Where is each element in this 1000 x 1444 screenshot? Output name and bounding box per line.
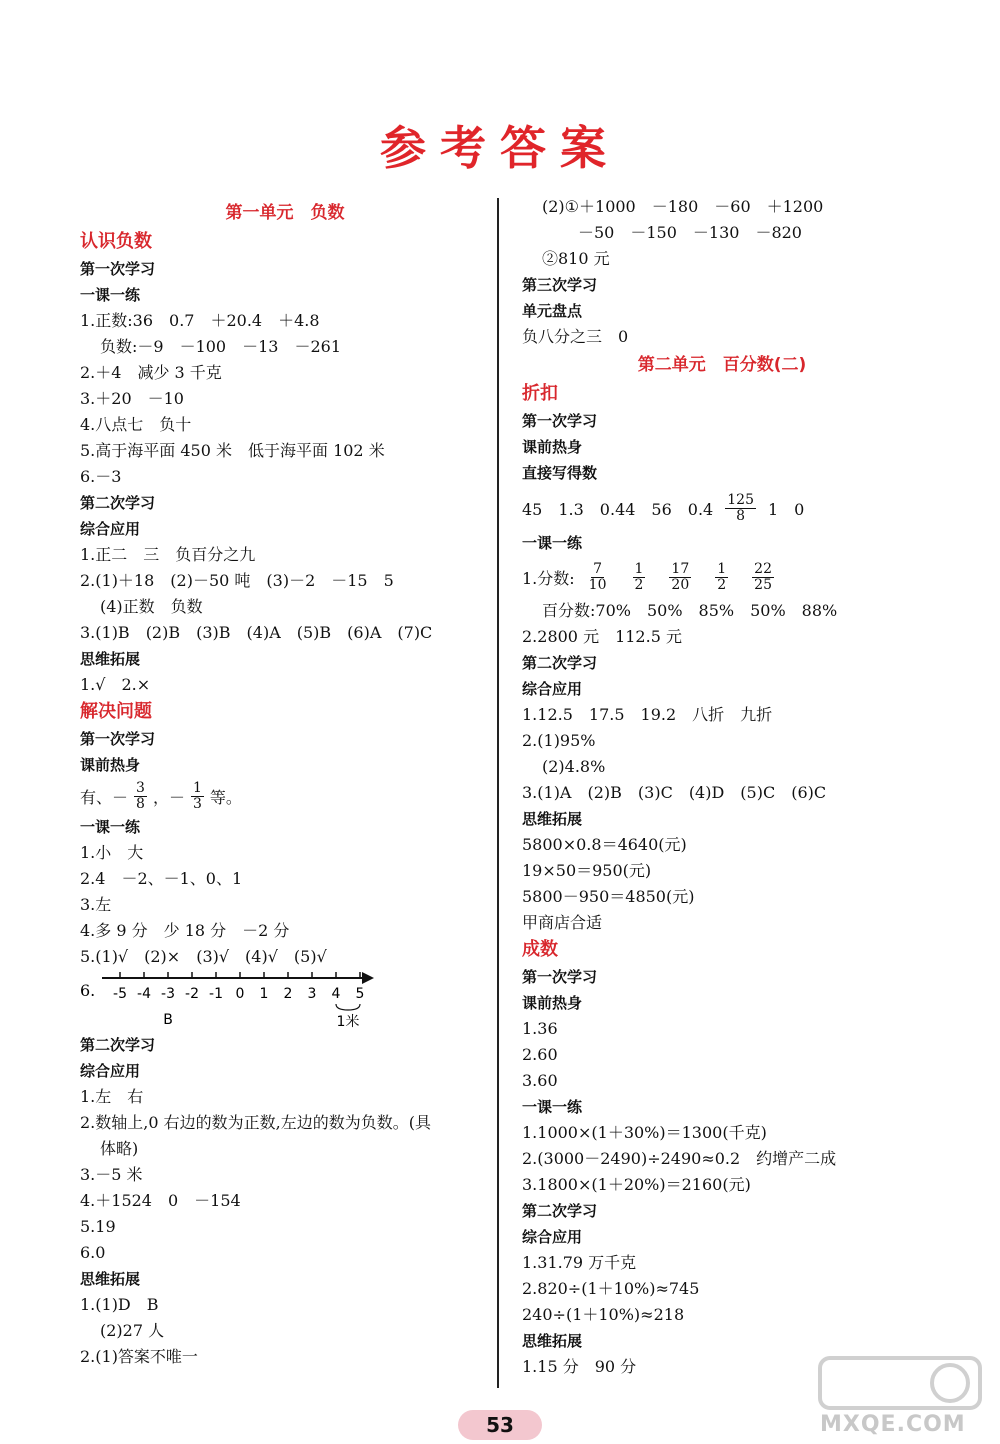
answer-line: (4)正数 负数 — [100, 597, 203, 616]
answer-line: 课前热身 — [522, 438, 583, 456]
answer-line: 第一次学习 — [522, 968, 598, 986]
answer-line: 一课一练 — [80, 286, 141, 304]
text-segment: 45 1.3 0.44 56 0.4 — [522, 499, 714, 519]
watermark-text: MXQE.COM — [820, 1412, 966, 1437]
answer-line: 一课一练 — [80, 818, 141, 836]
answer-line: 第二次学习 — [522, 1202, 598, 1220]
denominator: 10 — [588, 576, 607, 593]
numerator: 1 — [717, 560, 727, 577]
answer-line: (2)4.8% — [542, 757, 606, 776]
answer-line: 一课一练 — [522, 534, 583, 552]
number-line-tick-label: -3 — [161, 986, 175, 1002]
number-line-svg — [80, 970, 480, 1032]
answer-line: 6.0 — [80, 1243, 106, 1262]
numerator: 3 — [136, 779, 145, 796]
arrow-icon — [362, 972, 374, 984]
page-title: 参考答案 — [380, 121, 620, 175]
number-line-tick-label: -5 — [113, 986, 127, 1002]
answer-line: 6.－3 — [80, 467, 122, 486]
answer-line: 3.＋20 －10 — [80, 389, 184, 408]
answer-line: 3.－5 米 — [80, 1165, 143, 1184]
fraction-answer-line — [522, 486, 922, 530]
answer-line: 综合应用 — [80, 1062, 141, 1080]
answer-line: 第二次学习 — [80, 1036, 156, 1054]
answer-line: 5.19 — [80, 1217, 116, 1236]
answer-line: 2.(1)95% — [522, 731, 596, 750]
right-column — [522, 194, 922, 1380]
answer-line: 3.(1)A (2)B (3)C (4)D (5)C (6)C — [522, 783, 827, 802]
number-line-tick-label: 2 — [283, 986, 293, 1002]
answer-line: 2.＋4 减少 3 千克 — [80, 363, 222, 382]
answer-line: 2.820÷(1＋10%)≈745 — [522, 1279, 700, 1298]
answer-line: 19×50＝950(元) — [522, 861, 652, 880]
answer-line: 课前热身 — [522, 994, 583, 1012]
answer-line: 1.左 右 — [80, 1087, 144, 1106]
answer-line: 1.(1)D B — [80, 1295, 159, 1314]
answer-line: 2.(3000－2490)÷2490≈0.2 约增产二成 — [522, 1149, 837, 1168]
answer-line: 甲商店合适 — [522, 913, 603, 932]
fraction — [587, 562, 609, 593]
answer-line: 思维拓展 — [80, 1270, 141, 1288]
answer-line: 综合应用 — [522, 680, 583, 698]
numerator: 17 — [671, 560, 690, 577]
answer-line: 1.15 分 90 分 — [522, 1357, 637, 1376]
answer-line: 负八分之三 0 — [522, 327, 629, 346]
number-line-unit-label: 1米 — [336, 1014, 360, 1030]
section-heading: 解决问题 — [80, 701, 152, 722]
answer-line: 1.12.5 17.5 19.2 八折 九折 — [522, 705, 773, 724]
section-heading: 认识负数 — [80, 231, 152, 252]
fraction — [134, 781, 147, 812]
answer-line: 2.2800 元 112.5 元 — [522, 627, 682, 646]
answer-line: 1.正二 三 负百分之九 — [80, 545, 256, 564]
text-segment: 有、－ — [80, 787, 129, 807]
answer-line: 2.数轴上,0 右边的数为正数,左边的数为负数。(具 — [80, 1113, 431, 1132]
answer-line: 第二次学习 — [522, 654, 598, 672]
answer-line: 思维拓展 — [522, 1332, 583, 1350]
numerator: 125 — [727, 491, 754, 508]
answer-line: 第三次学习 — [522, 276, 598, 294]
page-number: 53 — [458, 1410, 542, 1440]
answer-line: 4.八点七 负十 — [80, 415, 192, 434]
numerator: 1 — [634, 560, 644, 577]
number-line-prefix: 6. — [80, 981, 96, 1000]
answer-line: 5.高于海平面 450 米 低于海平面 102 米 — [80, 441, 385, 460]
answer-line: 2.(1)答案不唯一 — [80, 1347, 198, 1366]
answer-line: 直接写得数 — [522, 464, 598, 482]
answer-line: 综合应用 — [522, 1228, 583, 1246]
denominator: 20 — [671, 576, 690, 593]
answer-line: 1.正数:36 0.7 ＋20.4 ＋4.8 — [80, 311, 320, 330]
text-segment: 等。 — [209, 787, 242, 807]
answer-line: 4.＋1524 0 －154 — [80, 1191, 241, 1210]
answer-line: 负数:－9 －100 －13 －261 — [100, 337, 342, 356]
numerator: 7 — [593, 560, 603, 577]
answer-line: 体略) — [100, 1139, 139, 1158]
answer-line: 3.60 — [522, 1071, 558, 1090]
answer-line: 3.左 — [80, 895, 112, 914]
text-segment: 1 0 — [767, 499, 805, 519]
answer-line: 第一次学习 — [522, 412, 598, 430]
fraction — [669, 562, 691, 593]
answer-line: (2)①＋1000 －180 －60 ＋1200 — [542, 197, 824, 216]
denominator: 2 — [634, 576, 644, 593]
answer-line: 1.小 大 — [80, 843, 144, 862]
answer-line: (2)27 人 — [100, 1321, 165, 1340]
answer-line: 3.(1)B (2)B (3)B (4)A (5)B (6)A (7)C — [80, 623, 433, 642]
answer-line: 5800－950＝4850(元) — [522, 887, 695, 906]
number-line-tick-label: 4 — [331, 986, 341, 1002]
fraction — [752, 562, 774, 593]
fraction — [633, 562, 646, 593]
section-heading: 折扣 — [522, 383, 558, 404]
answer-line: 一课一练 — [522, 1098, 583, 1116]
answer-line: 1.1000×(1＋30%)＝1300(千克) — [522, 1123, 767, 1142]
number-line-tick-label: -2 — [185, 986, 199, 1002]
numerator: 22 — [754, 560, 772, 577]
answer-line: 课前热身 — [80, 756, 141, 774]
denominator: 2 — [717, 576, 727, 593]
column-divider — [497, 198, 499, 1388]
number-line-tick-label: -1 — [209, 986, 223, 1002]
number-line-diagram — [80, 970, 490, 1032]
answer-line: 240÷(1＋10%)≈218 — [522, 1305, 685, 1324]
text-segment: 1.分数: — [522, 568, 575, 588]
fraction — [725, 493, 756, 524]
fraction-answer-line — [522, 556, 922, 598]
left-column — [80, 198, 490, 1370]
answer-line: 1.√ 2.× — [80, 675, 151, 694]
number-line-tick-label: 1 — [259, 986, 269, 1002]
answer-line: 2.60 — [522, 1045, 558, 1064]
answer-line: 综合应用 — [80, 520, 141, 538]
answer-line: 3.1800×(1＋20%)＝2160(元) — [522, 1175, 751, 1194]
answer-line: 2.(1)＋18 (2)－50 吨 (3)－2 －15 5 — [80, 571, 394, 590]
answer-line: 5800×0.8＝4640(元) — [522, 835, 687, 854]
answer-line: 百分数:70% 50% 85% 50% 88% — [542, 601, 838, 620]
number-line-point-label: B — [163, 1012, 173, 1028]
answer-line: 1.31.79 万千克 — [522, 1253, 637, 1272]
answer-line: 单元盘点 — [522, 302, 583, 320]
answer-line: 4.多 9 分 少 18 分 －2 分 — [80, 921, 290, 940]
numerator: 1 — [192, 779, 202, 796]
answer-line: 思维拓展 — [80, 650, 141, 668]
answer-line: 思维拓展 — [522, 810, 583, 828]
denominator: 8 — [736, 507, 746, 524]
number-line-tick-label: 5 — [355, 986, 365, 1002]
number-line-tick-label: 3 — [307, 986, 317, 1002]
fraction — [191, 781, 204, 812]
answer-line: 2.4 －2、－1、0、1 — [80, 869, 243, 888]
unit-heading: 第一单元 负数 — [225, 203, 345, 223]
answer-line: 1.36 — [522, 1019, 558, 1038]
number-line-tick-label: 0 — [235, 986, 245, 1002]
fraction-answer-line — [80, 778, 490, 814]
answer-line: 第一次学习 — [80, 730, 156, 748]
answer-line: ②810 元 — [542, 249, 610, 268]
text-segment: ，－ — [152, 787, 185, 807]
answer-line: －50 －150 －130 －820 — [578, 223, 802, 242]
answer-line: 第二次学习 — [80, 494, 156, 512]
section-heading: 成数 — [522, 939, 558, 960]
number-line-brace — [336, 1004, 360, 1010]
number-line-tick-label: -4 — [137, 986, 151, 1002]
answer-line: 5.(1)√ (2)× (3)√ (4)√ (5)√ — [80, 947, 327, 966]
denominator: 25 — [754, 576, 772, 593]
fraction — [715, 562, 728, 593]
answer-line: 第一次学习 — [80, 260, 156, 278]
unit-heading: 第二单元 百分数(二) — [637, 355, 807, 375]
denominator: 3 — [192, 795, 202, 812]
denominator: 8 — [136, 795, 145, 812]
